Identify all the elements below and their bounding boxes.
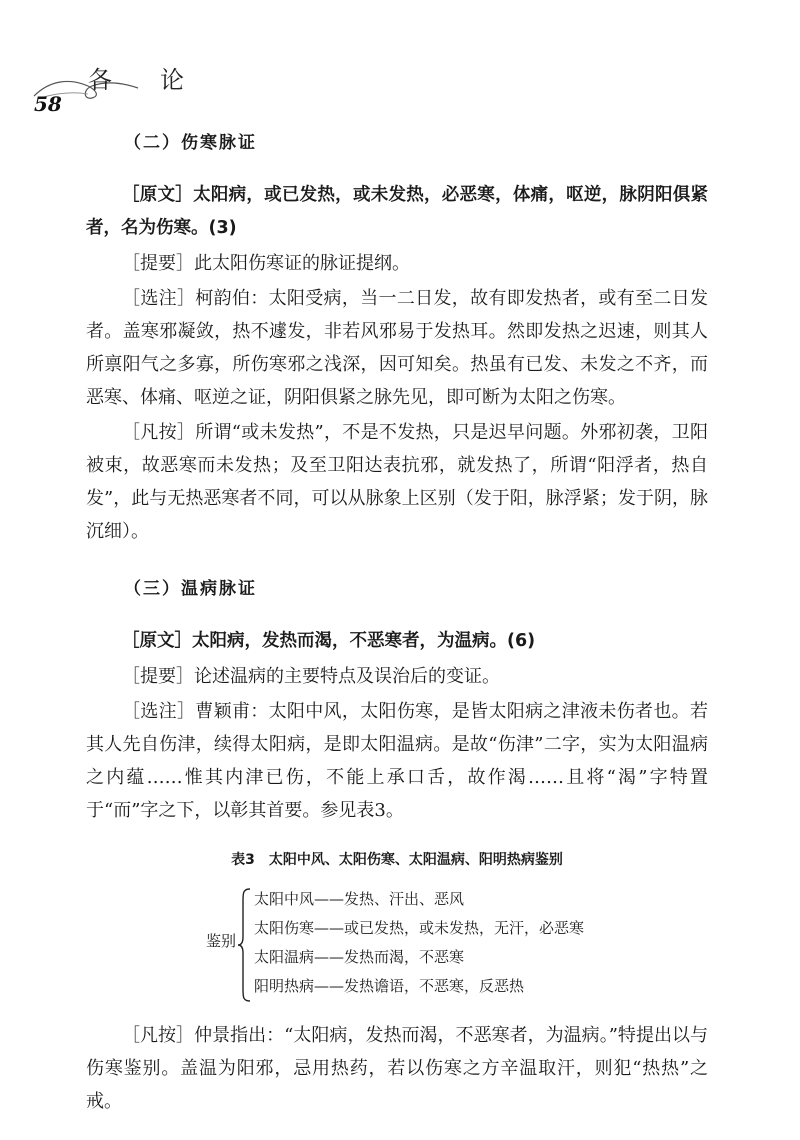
diagram-row: 太阳中风——发热、汗出、恶风 (254, 890, 465, 908)
xuanzhu-tag: ［选注］ (122, 288, 196, 309)
page-content (86, 128, 708, 1120)
xuanzhu-tag: ［选注］ (122, 701, 196, 722)
tiyao-tag: ［提要］ (122, 253, 194, 274)
yuanwen-text: 太阳病，或已发热，或未发热，必恶寒，体痛，呕逆，脉阴阳俱紧者，名为伤寒。(3) (86, 185, 708, 238)
xuanzhu-text: 柯韵伯：太阳受病，当一二日发，故有即发热者，或有至二日发者。盖寒邪凝敛，热不遽发，非若风邪易于发热耳。然即发热之迟速，则其人所禀阳气之多寡，所伤寒邪之浅深，因可知矣。热虽有已发、未发之不齐，而恶寒、体痛、呕逆之证，阴阳俱紧之脉先见，即可断为太阳之伤寒。 (86, 288, 709, 408)
wenbing-fanan (86, 1019, 708, 1118)
diagram-row: 太阳伤寒——或已发热，或未发热，无汗，必恶寒 (254, 919, 585, 937)
wenbing-yuanwen (86, 625, 708, 658)
xuanzhu-text: 曹颖甫：太阳中风，太阳伤寒，是皆太阳病之津液未伤者也。若其人先自伤津，续得太阳病，是即太阳温病。是故“伤津”二字，实为太阳温病之内蕴……惟其内津已伤，不能上承口舌，故作渴……且将“渴”字特置于“而”字之下，以彰其首要。参见表3。 (86, 701, 709, 821)
diagram-label: 鉴别 (206, 932, 237, 950)
section-heading-shanghan: （二）伤寒脉证 (124, 133, 257, 153)
wenbing-xuanzhu (86, 695, 708, 827)
fanan-tag: ［凡按］ (122, 1025, 195, 1046)
tiyao-text: 论述温病的主要特点及误治后的变证。 (194, 666, 500, 687)
differentiation-diagram (86, 885, 708, 1005)
fanan-text: 仲景指出：“太阳病，发热而渴，不恶寒者，为温病。”特提出以与伤寒鉴别。盖温为阳邪，忌用热药，若以伤寒之方辛温取汗，则犯“热热”之戒。 (86, 1025, 709, 1112)
table-caption: 表3 太阳中风、太阳伤寒、太阳温病、阳明热病鉴别 (231, 852, 563, 868)
page-number: 58 (34, 92, 62, 116)
shanghan-xuanzhu (86, 282, 708, 414)
section-header-title: 各 论 (88, 66, 196, 94)
diagram-row: 阳明热病——发热谵语，不恶寒，反恶热 (254, 977, 525, 995)
tiyao-tag: ［提要］ (122, 666, 194, 687)
section-heading-wenbing: （三）温病脉证 (124, 579, 257, 599)
fanan-tag: ［凡按］ (122, 422, 196, 443)
fanan-text: 所谓“或未发热”，不是不发热，只是迟早问题。外邪初袭，卫阳被束，故恶寒而未发热；及至卫阳达表抗邪，就发热了，所谓“阳浮者，热自发”，此与无热恶寒者不同，可以从脉象上区别（发于阳，脉浮紧；发于阴，脉沉细）。 (86, 422, 708, 542)
diagram-rows (254, 885, 584, 1001)
page-header (0, 0, 800, 120)
shanghan-tiyao (86, 247, 708, 280)
wenbing-tiyao (86, 660, 708, 693)
shanghan-yuanwen (86, 179, 708, 245)
yuanwen-tag: ［原文］ (122, 631, 192, 651)
shanghan-fanan (86, 416, 708, 548)
curly-brace-icon (236, 887, 252, 1003)
yuanwen-tag: ［原文］ (122, 185, 194, 205)
diagram-row: 太阳温病——发热而渴，不恶寒 (254, 948, 465, 966)
yuanwen-text: 太阳病，发热而渴，不恶寒者，为温病。(6) (192, 631, 536, 651)
tiyao-text: 此太阳伤寒证的脉证提纲。 (194, 253, 410, 274)
